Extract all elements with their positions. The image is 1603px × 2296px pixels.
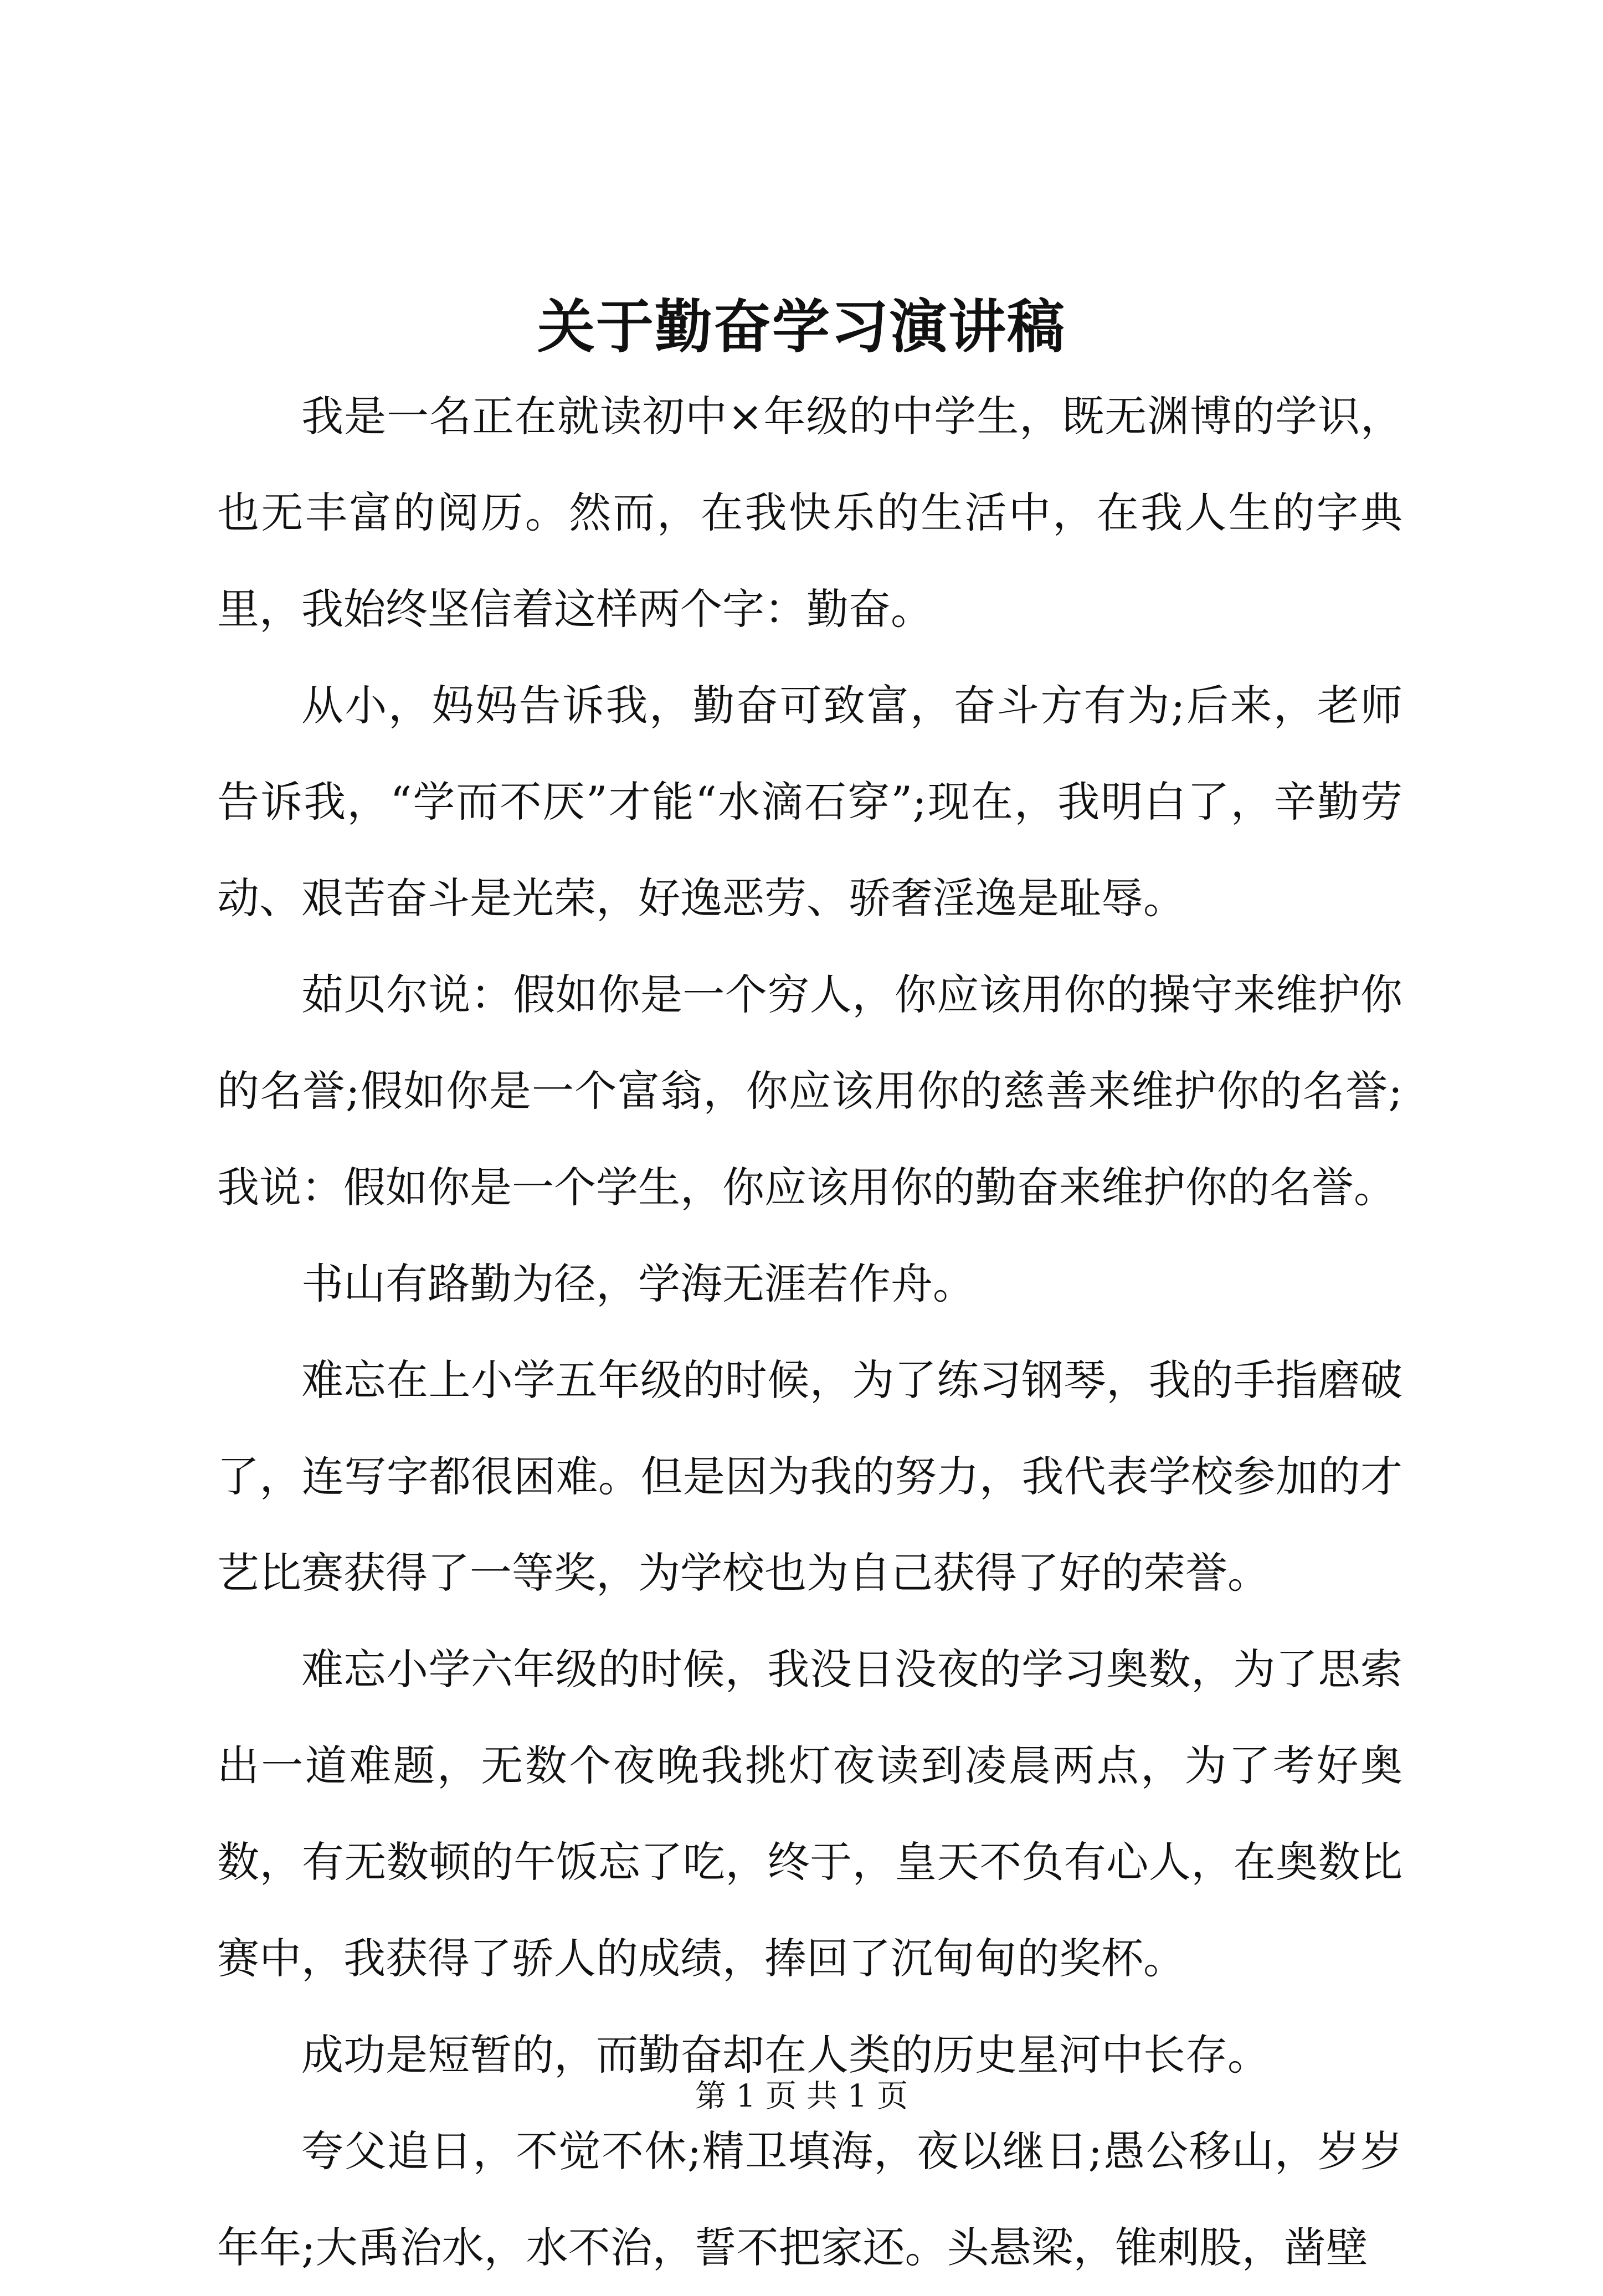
paragraph-1: 我是一名正在就读初中×年级的中学生，既无渊博的学识，也无丰富的阅历。然而，在我快乐的生活中，在我人生的字典里，我始终坚信着这样两个字：勤奋。 bbox=[217, 392, 1402, 634]
paragraph-5: 难忘在上小学五年级的时候，为了练习钢琴，我的手指磨破了，连写字都很困难。但是因为我的努力，我代表学校参加的才艺比赛获得了一等奖，为学校也为自己获得了好的荣誉。 bbox=[217, 1355, 1402, 1598]
paragraph-6: 难忘小学六年级的时候，我没日没夜的学习奥数，为了思索出一道难题，无数个夜晚我挑灯夜读到凌晨两点，为了考好奥数，有无数顿的午饭忘了吃，终于，皇天不负有心人，在奥数比赛中，我获得了骄人的成绩，捧回了沉甸甸的奖杯。 bbox=[217, 1645, 1402, 1983]
document-title: 关于勤奋学习演讲稿 bbox=[537, 292, 1066, 361]
page-footer: 第 1 页 共 1 页 bbox=[695, 2078, 908, 2114]
document-body bbox=[217, 368, 1402, 2296]
paragraph-3: 茹贝尔说：假如你是一个穷人，你应该用你的操守来维护你的名誉;假如你是一个富翁，你应该用你的慈善来维护你的名誉;我说：假如你是一个学生，你应该用你的勤奋来维护你的名誉。 bbox=[217, 970, 1402, 1212]
paragraph-4: 书山有路勤为径，学海无涯若作舟。 bbox=[301, 1259, 975, 1308]
paragraph-7: 成功是短暂的，而勤奋却在人类的历史星河中长存。 bbox=[301, 2030, 1270, 2079]
paragraph-2: 从小，妈妈告诉我，勤奋可致富，奋斗方有为;后来，老师告诉我，“学而不厌”才能“水滴石穿”;现在，我明白了，辛勤劳动、艰苦奋斗是光荣，好逸恶劳、骄奢淫逸是耻辱。 bbox=[217, 681, 1402, 923]
paragraph-8: 夸父追日，不觉不休;精卫填海，夜以继日;愚公移山，岁岁年年;大禹治水，水不治，誓不把家还。头悬梁，锥刺股，凿壁 bbox=[217, 2127, 1402, 2272]
